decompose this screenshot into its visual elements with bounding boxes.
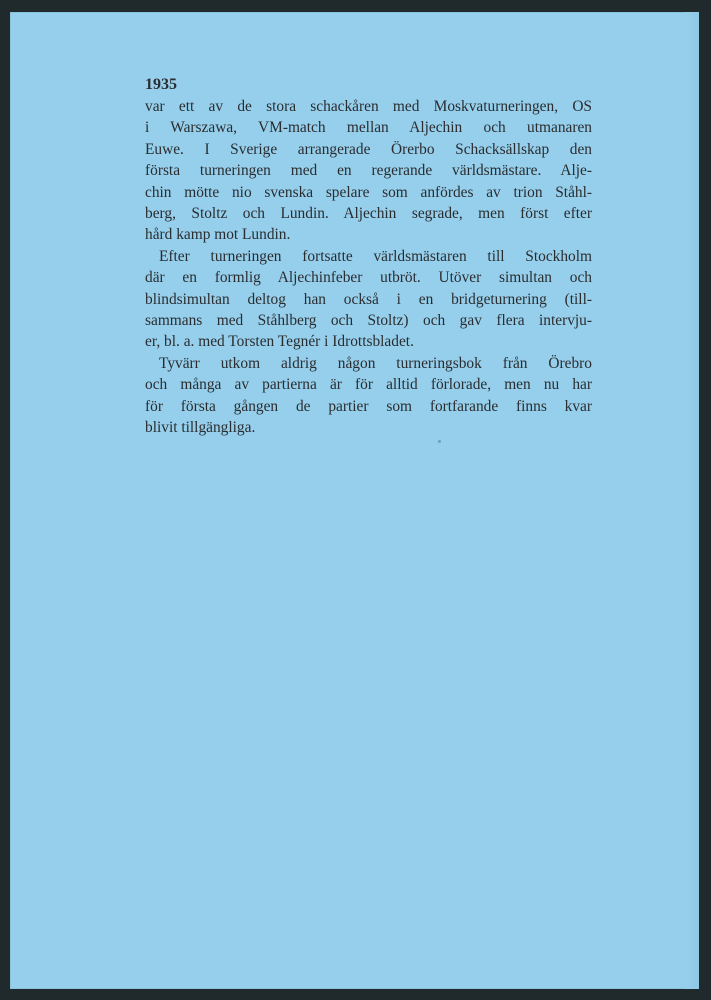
text-line: berg, Stoltz och Lundin. Aljechin segrade, men först efter [145, 205, 592, 223]
text-line: blindsimultan deltog han också i en bridgeturnering (till- [145, 290, 592, 308]
text-line: chin mötte nio svenska spelare som anfördes av trion Ståhl- [145, 183, 592, 201]
text-line: första turneringen med en regerande världsmästare. Alje- [145, 162, 592, 180]
text-line: där en formlig Aljechinfeber utbröt. Utöver simultan och [145, 269, 592, 287]
paragraph-2 [145, 246, 592, 353]
paragraph-1 [145, 96, 592, 246]
cover-edge-shading [685, 12, 699, 989]
text-line: i Warszawa, VM-match mellan Aljechin och utmanaren [145, 119, 592, 137]
text-line: Euwe. I Sverige arrangerade Örerbo Schacksällskap den [145, 140, 592, 158]
text-line: Tyvärr utkom aldrig någon turneringsbok från Örebro [159, 354, 592, 372]
year-heading: 1935 [145, 76, 177, 93]
text-line: för första gången de partier som fortfarande finns kvar [145, 397, 592, 415]
paper-speck [438, 440, 441, 443]
paragraph-3 [145, 353, 592, 439]
text-line: hård kamp mot Lundin. [145, 226, 291, 244]
text-line: och många av partierna är för alltid förlorade, men nu har [145, 376, 592, 394]
text-line: var ett av de stora schackåren med Moskvaturneringen, OS [145, 98, 592, 115]
text-line: Efter turneringen fortsatte världsmästaren till Stockholm [159, 247, 592, 265]
text-line: er, bl. a. med Torsten Tegnér i Idrottsbladet. [145, 333, 414, 351]
text-line: blivit tillgängliga. [145, 419, 256, 437]
text-line: sammans med Ståhlberg och Stoltz) och gav flera intervju- [145, 312, 592, 330]
blurb-text [145, 74, 592, 439]
cover-page [10, 12, 699, 989]
